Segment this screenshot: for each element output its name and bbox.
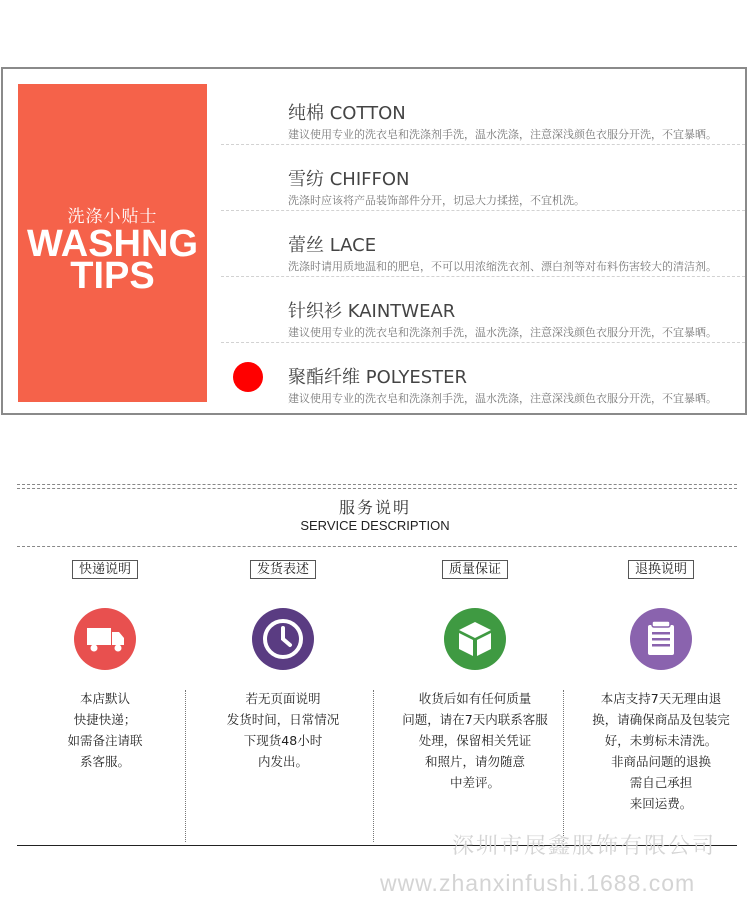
divider [17,484,737,485]
washing-tips-banner [18,84,207,402]
column-label: 退换说明 [628,560,694,579]
column-text: 收货后如有任何质量 问题，请在7天内联系客服 处理，保留相关凭证 和照片，请勿随意 中差评。 [402,691,548,790]
banner-subtitle: 洗涤小贴士 [67,207,158,227]
column-text: 若无页面说明 发货时间，日常情况 下现货48小时 内发出。 [226,691,340,769]
fabric-name: 雪纺 CHIFFON [288,169,410,190]
column-divider [563,690,564,842]
column-divider [373,690,374,842]
banner-title-line1: WASHNG [27,223,198,265]
fabric-item-cotton [221,78,745,145]
fabric-description: 建议使用专业的洗衣皂和洗涤剂手洗，温水洗涤，注意深浅颜色衣服分开洗，不宜暴晒。 [288,128,717,141]
fabric-description: 建议使用专业的洗衣皂和洗涤剂手洗，温水洗涤，注意深浅颜色衣服分开洗，不宜暴晒。 [288,326,717,339]
watermark-company: 深圳市展鑫服饰有限公司 [452,834,717,859]
column-label: 快递说明 [72,560,138,579]
column-divider [185,690,186,842]
fabric-name: 聚酯纤维 POLYESTER [288,367,468,388]
selected-dot-icon [233,362,263,392]
clipboard-icon [630,608,692,670]
fabric-name: 蕾丝 LACE [288,235,377,256]
divider [17,488,737,489]
watermark-url: www.zhanxinfushi.1688.com [380,870,696,896]
column-text: 本店默认 快捷快递； 如需备注请联 系客服。 [67,691,143,769]
truck-icon [74,608,136,670]
column-label: 质量保证 [442,560,508,579]
service-title: 服务说明 [338,498,411,517]
banner-title-line2: TIPS [70,255,155,297]
washing-tips-panel [1,67,747,415]
clock-icon [252,608,314,670]
fabric-item-chiffon [221,144,745,211]
divider [17,546,737,547]
fabric-name: 针织衫 KAINTWEAR [288,301,456,322]
fabric-description: 建议使用专业的洗衣皂和洗涤剂手洗，温水洗涤，注意深浅颜色衣服分开洗，不宜暴晒。 [288,392,717,405]
fabric-name: 纯棉 COTTON [288,103,406,124]
column-text: 本店支持7天无理由退 换，请确保商品及包装完 好，未剪标未清洗。 非商品问题的退换 需自己承担 来回运费。 [592,691,730,811]
fabric-item-lace [221,210,745,277]
column-label: 发货表述 [250,560,316,579]
service-subtitle: SERVICE DESCRIPTION [300,518,450,533]
box-icon [444,608,506,670]
fabric-description: 洗涤时应该将产品装饰部件分开，切忌大力揉搓，不宜机洗。 [288,194,585,207]
fabric-item-polyester [221,342,745,408]
fabric-description: 洗涤时请用质地温和的肥皂，不可以用浓缩洗衣剂、漂白剂等对布料伤害较大的清洁剂。 [288,260,717,273]
fabric-item-knitwear [221,276,745,343]
